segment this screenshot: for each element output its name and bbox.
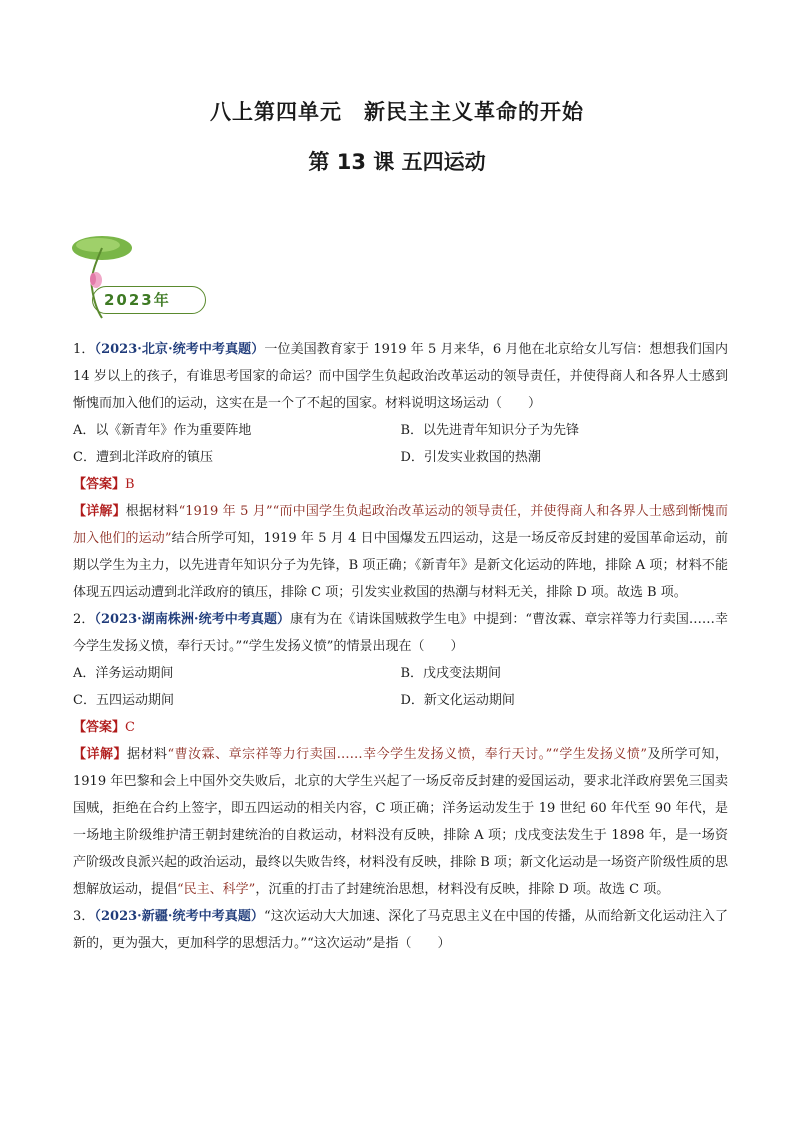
question-source: （2023·新疆·统考中考真题）: [94, 909, 264, 924]
question-list: [73, 336, 728, 957]
option-a: A．以《新青年》作为重要阵地: [73, 423, 252, 438]
options: [73, 660, 728, 714]
detail: [73, 498, 728, 606]
question-3: [73, 903, 728, 957]
answer-line: [73, 714, 728, 741]
option-b: B．戊戌变法期间: [400, 666, 502, 681]
question-2: [73, 606, 728, 903]
answer-line: [73, 471, 728, 498]
detail: [73, 741, 728, 903]
options: [73, 417, 728, 471]
detail-label: 【详解】: [73, 504, 126, 519]
option-c: C．遭到北洋政府的镇压: [73, 450, 213, 465]
detail-text: 根据材料: [125, 504, 179, 519]
question-source: （2023·北京·统考中考真题）: [94, 342, 265, 357]
lesson-title: 第 13 课 五四运动: [308, 150, 486, 174]
answer-label: 【答案】: [73, 477, 126, 492]
question-stem: [73, 606, 728, 660]
question-text: “这次运动大大加速、深化了马克思主义在中国的传播，从而给新文化运动注入了新的，更为强大，更加科学的思想活力。”“这次运动”是指（ ）: [73, 909, 729, 951]
detail-text: 据材料: [127, 747, 168, 762]
question-stem: [73, 903, 728, 957]
option-d: D．引发实业救国的热潮: [400, 450, 541, 465]
detail-quote: “曹汝霖、章宗祥等力行卖国……幸今学生发扬义愤，奉行天讨。”“学生发扬义愤”: [167, 747, 647, 762]
answer-label: 【答案】: [73, 720, 126, 735]
detail-quote: “1919 年 5 月”“而中国学生负起政治改革运动的领导责任，并使得商人和各界人士感到惭愧而加入他们的运动”: [73, 504, 728, 546]
detail-quote: “民主、科学”: [177, 882, 256, 897]
option-d: D．新文化运动期间: [400, 693, 515, 708]
question-number: 2．: [73, 612, 95, 627]
detail-text: 结合所学可知，1919 年 5 月 4 日中国爆发五四运动，这是一场反帝反封建的爱国革命运动，前期以学生为主力，以先进青年知识分子为先锋，B 项正确；《新青年》是新文化运动的阵地，排除 A 项；材料不能体现五四运动遭到北洋政府的镇压，排除 C 项；引发实业救国的热潮与材料无关，排除 D 项。故选 B 项。: [73, 531, 728, 600]
detail-text: ，沉重的打击了封建统治思想，材料没有反映，排除 D 项。故选 C 项。: [255, 882, 670, 897]
question-text: 一位美国教育家于 1919 年 5 月来华，6 月他在北京给女儿写信：想想我们国内 14 岁以上的孩子，有谁思考国家的命运？而中国学生负起政治改革运动的领导责任，并使得商人和各界人士感到惭愧而加入他们的运动，这实在是一个了不起的国家。材料说明这场运动（ ）: [73, 342, 728, 411]
question-number: 3．: [73, 909, 95, 924]
answer-value: C: [125, 720, 135, 735]
question-source: （2023·湖南株洲·统考中考真题）: [94, 612, 291, 627]
page-title: 八上第四单元 新民主主义革命的开始: [210, 100, 584, 124]
option-a: A．洋务运动期间: [73, 666, 174, 681]
question-1: [73, 336, 728, 606]
option-c: C．五四运动期间: [73, 693, 174, 708]
year-label: 2023年: [104, 291, 171, 309]
question-text: 康有为在《请诛国贼救学生电》中提到：“曹汝霖、章宗祥等力行卖国……幸今学生发扬义愤，奉行天讨。”“学生发扬义愤”的情景出现在（ ）: [73, 612, 729, 654]
detail-label: 【详解】: [73, 747, 127, 762]
question-stem: [73, 336, 728, 417]
option-b: B．以先进青年知识分子为先锋: [400, 423, 580, 438]
question-number: 1．: [73, 342, 95, 357]
detail-text: 及所学可知，1919 年巴黎和会上中国外交失败后，北京的大学生兴起了一场反帝反封建的爱国运动，要求北洋政府罢免三国卖国贼，拒绝在合约上签字，即五四运动的相关内容，C 项正确；洋务运动发生于 19 世纪 60 年代至 90 年代，是一场地主阶级维护清王朝封建统治的自救运动，材料没有反映，排除 A 项；戊戌变法发生于 1898 年，是一场资产阶级改良派兴起的政治运动，最终以失败告终，材料没有反映，排除 B 项；新文化运动是一场资产阶级性质的思想解放运动，提倡: [73, 747, 728, 897]
answer-value: B: [125, 477, 135, 492]
